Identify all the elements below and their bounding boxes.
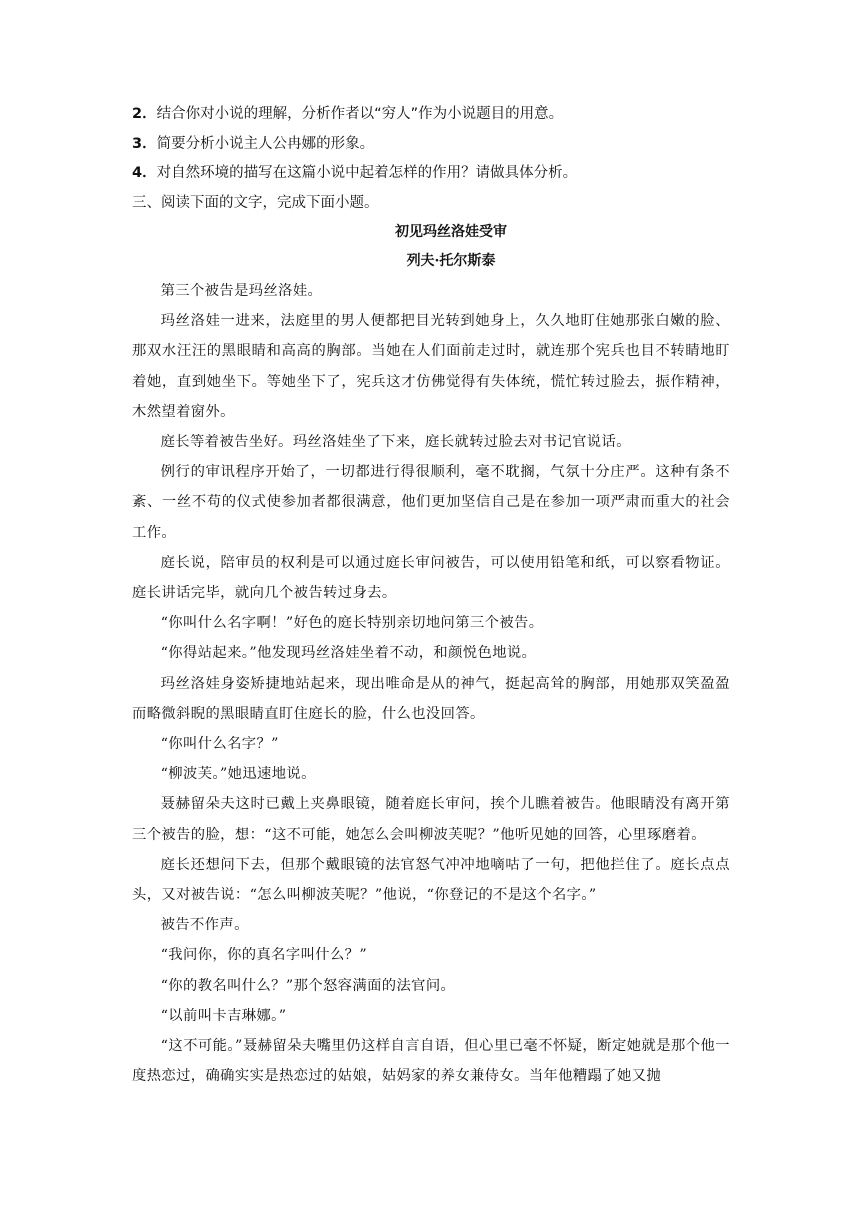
question-2 — [132, 100, 730, 130]
article-title: 初见玛丝洛娃受审 — [395, 224, 507, 240]
question-number: 3． — [132, 135, 157, 152]
paragraph: 第三个被告是玛丝洛娃。 — [160, 283, 323, 299]
paragraph: “你叫什么名字？” — [160, 736, 279, 753]
paragraph: “你得站起来。”他发现玛丝洛娃坐着不动，和颜悦色地说。 — [160, 645, 537, 662]
paragraph: 例行的审讯程序开始了，一切都进行得很顺利，毫不耽搁，气氛十分庄严。这种有条不紊、一丝不苟的仪式使参加者都很满意，他们更加坚信自己是在参加一项严肃而重大的社会工作。 — [132, 464, 730, 541]
paragraph: 庭长还想问下去，但那个戴眼镜的法官怒气冲冲地嘀咕了一句，把他拦住了。庭长点点头，又对被告说：“怎么叫柳波芙呢？”他说，“你登记的不是这个名字。” — [132, 856, 730, 904]
paragraph: 庭长说，陪审员的权利是可以通过庭长审问被告，可以使用铅笔和纸，可以察看物证。庭长讲话完毕，就向几个被告转过身去。 — [132, 554, 730, 602]
article-author: 列夫·托尔斯泰 — [406, 253, 496, 269]
paragraph: “以前叫卡吉琳娜。” — [160, 1007, 287, 1024]
paragraph: “柳波芙。”她迅速地说。 — [160, 766, 316, 783]
paragraph: 被告不作声。 — [160, 917, 249, 934]
question-4 — [132, 159, 730, 189]
paragraph: “我问你，你的真名字叫什么？” — [160, 947, 368, 964]
paragraph: 庭长等着被告坐好。玛丝洛娃坐了下来，庭长就转过脸去对书记官说话。 — [160, 434, 631, 451]
article-body — [132, 276, 730, 1091]
question-text: 对自然环境的描写在这篇小说中起着怎样的作用？请做具体分析。 — [156, 165, 578, 181]
paragraph: “这不可能。”聂赫留朵夫嘴里仍这样自言自语，但心里已毫不怀疑，断定她就是那个他一度热恋过，确确实实是热恋过的姑娘，姑妈家的养女兼侍女。当年他糟蹋了她又抛 — [132, 1038, 730, 1085]
question-3 — [132, 130, 730, 160]
question-number: 4． — [132, 165, 157, 181]
paragraph: 玛丝洛娃身姿矫捷地站起来，现出唯命是从的神气，挺起高耸的胸部，用她那双笑盈盈而略微斜睨的黑眼睛直盯住庭长的脸，什么也没回答。 — [132, 675, 730, 722]
paragraph: 聂赫留朵夫这时已戴上夹鼻眼镜，随着庭长审问，挨个儿瞧着被告。他眼睛没有离开第三个被告的脸，想：“这不可能，她怎么会叫柳波芙呢？”他听见她的回答，心里琢磨着。 — [132, 796, 730, 843]
paragraph: “你的教名叫什么？”那个怒容满面的法官问。 — [160, 977, 456, 994]
section-heading: 三、阅读下面的文字，完成下面小题。 — [132, 194, 379, 211]
question-text: 简要分析小说主人公冉娜的形象。 — [156, 135, 375, 152]
document-page — [132, 100, 730, 1091]
question-text: 结合你对小说的理解，分析作者以“穷人”作为小说题目的用意。 — [156, 106, 564, 122]
question-number: 2． — [132, 106, 157, 122]
paragraph: “你叫什么名字啊！”好色的庭长特别亲切地问第三个被告。 — [160, 615, 544, 632]
paragraph: 玛丝洛娃一进来，法庭里的男人便都把目光转到她身上，久久地盯住她那张白嫩的脸、那双水汪汪的黑眼睛和高高的胸部。当她在人们面前走过时，就连那个宪兵也目不转睛地盯着她，直到她坐下。等她坐下了，宪兵这才仿佛觉得有失体统，慌忙转过脸去，振作精神，木然望着窗外。 — [132, 313, 730, 420]
